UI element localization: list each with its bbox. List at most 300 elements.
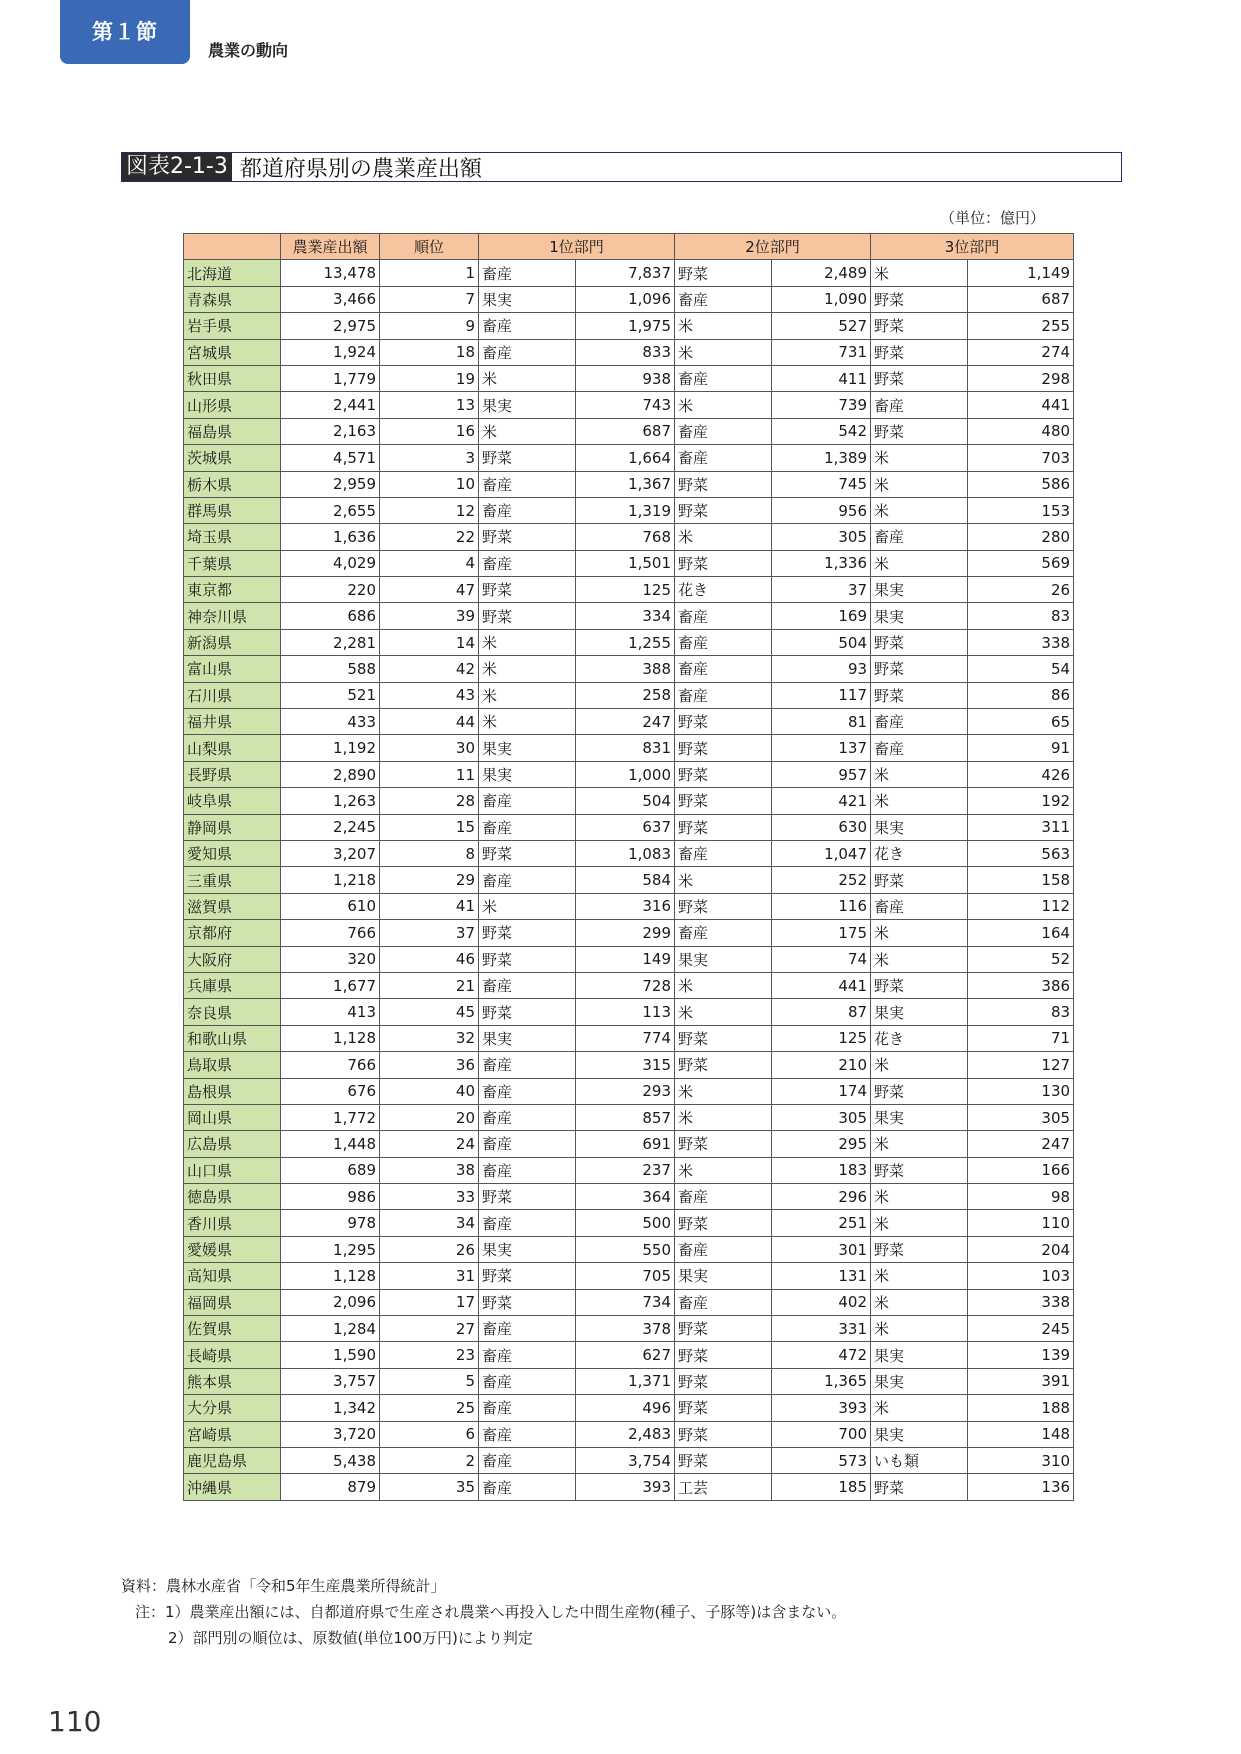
table-cell: 364: [576, 1184, 675, 1210]
table-cell: 畜産: [479, 1078, 576, 1104]
table-cell: 19: [380, 365, 479, 391]
table-cell: 野菜: [871, 1078, 968, 1104]
table-cell: 1,192: [281, 735, 380, 761]
table-cell: 2,163: [281, 418, 380, 444]
table-cell: 野菜: [479, 946, 576, 972]
table-row: [184, 814, 1074, 840]
table-cell: 251: [772, 1210, 871, 1236]
table-cell: 野菜: [479, 524, 576, 550]
table-cell: 野菜: [871, 286, 968, 312]
table-cell: 391: [968, 1368, 1074, 1394]
table-cell: 2,959: [281, 471, 380, 497]
table-row: [184, 365, 1074, 391]
table-cell: 野菜: [871, 972, 968, 998]
table-cell: 米: [871, 1289, 968, 1315]
table-cell: 42: [380, 656, 479, 682]
table-row: [184, 1104, 1074, 1130]
prefecture-cell: 秋田県: [184, 365, 281, 391]
table-cell: 野菜: [675, 814, 772, 840]
table-cell: 627: [576, 1342, 675, 1368]
prefecture-cell: 奈良県: [184, 999, 281, 1025]
table-cell: 37: [380, 920, 479, 946]
unit-label: （単位：億円）: [940, 209, 1046, 227]
table-cell: 33: [380, 1184, 479, 1210]
table-cell: 40: [380, 1078, 479, 1104]
table-cell: 1,677: [281, 972, 380, 998]
table-cell: 畜産: [479, 1131, 576, 1157]
prefecture-cell: 山梨県: [184, 735, 281, 761]
table-cell: 1,128: [281, 1025, 380, 1051]
table-cell: 野菜: [871, 1236, 968, 1262]
table-cell: 185: [772, 1474, 871, 1500]
table-cell: 857: [576, 1104, 675, 1130]
figure-title-box: [121, 152, 1122, 182]
table-cell: 411: [772, 365, 871, 391]
table-cell: 34: [380, 1210, 479, 1236]
table-cell: 畜産: [675, 1289, 772, 1315]
table-cell: 野菜: [871, 629, 968, 655]
table-cell: 1,924: [281, 339, 380, 365]
table-cell: 98: [968, 1184, 1074, 1210]
prefecture-cell: 愛知県: [184, 840, 281, 866]
table-cell: 22: [380, 524, 479, 550]
table-row: [184, 418, 1074, 444]
prefecture-cell: 宮崎県: [184, 1421, 281, 1447]
table-cell: 83: [968, 603, 1074, 629]
table-cell: 畜産: [871, 893, 968, 919]
table-cell: 938: [576, 365, 675, 391]
prefecture-cell: 大分県: [184, 1395, 281, 1421]
table-cell: 野菜: [871, 418, 968, 444]
table-cell: 192: [968, 788, 1074, 814]
table-cell: 2,890: [281, 761, 380, 787]
table-cell: 1,448: [281, 1131, 380, 1157]
table-cell: 8: [380, 840, 479, 866]
notes: [121, 1573, 846, 1651]
prefecture-cell: 高知県: [184, 1263, 281, 1289]
table-cell: 86: [968, 682, 1074, 708]
table-cell: 果実: [871, 814, 968, 840]
prefecture-cell: 三重県: [184, 867, 281, 893]
table-cell: 畜産: [479, 1421, 576, 1447]
table-cell: 116: [772, 893, 871, 919]
prefecture-cell: 徳島県: [184, 1184, 281, 1210]
table-cell: 野菜: [871, 313, 968, 339]
table-cell: 野菜: [675, 1368, 772, 1394]
table-cell: 7,837: [576, 260, 675, 286]
table-row: [184, 286, 1074, 312]
agri-output-table: [183, 233, 1074, 1501]
table-cell: 21: [380, 972, 479, 998]
table-cell: 2,655: [281, 497, 380, 523]
table-cell: 畜産: [675, 365, 772, 391]
table-cell: 2,441: [281, 392, 380, 418]
table-cell: 野菜: [675, 1447, 772, 1473]
table-row: [184, 735, 1074, 761]
table-cell: 果実: [675, 1263, 772, 1289]
table-cell: 野菜: [675, 1131, 772, 1157]
table-cell: 10: [380, 471, 479, 497]
prefecture-cell: 栃木県: [184, 471, 281, 497]
table-cell: 畜産: [479, 260, 576, 286]
table-row: [184, 999, 1074, 1025]
prefecture-cell: 鳥取県: [184, 1052, 281, 1078]
table-cell: 畜産: [479, 1395, 576, 1421]
table-cell: 1,371: [576, 1368, 675, 1394]
table-cell: 39: [380, 603, 479, 629]
table-cell: 野菜: [675, 497, 772, 523]
header-cell: 3位部門: [871, 234, 1074, 260]
table-cell: 30: [380, 735, 479, 761]
table-cell: 果実: [871, 603, 968, 629]
table-row: [184, 893, 1074, 919]
table-cell: 402: [772, 1289, 871, 1315]
table-row: [184, 1474, 1074, 1500]
prefecture-cell: 新潟県: [184, 629, 281, 655]
table-row: [184, 471, 1074, 497]
table-cell: 3,720: [281, 1421, 380, 1447]
table-cell: 畜産: [479, 1447, 576, 1473]
prefecture-cell: 香川県: [184, 1210, 281, 1236]
table-cell: 93: [772, 656, 871, 682]
table-cell: 米: [675, 339, 772, 365]
table-cell: 739: [772, 392, 871, 418]
table-cell: 500: [576, 1210, 675, 1236]
table-cell: 畜産: [479, 972, 576, 998]
table-row: [184, 524, 1074, 550]
table-cell: 298: [968, 365, 1074, 391]
figure-title: 都道府県別の農業産出額: [239, 156, 482, 182]
table-cell: 米: [871, 920, 968, 946]
table-cell: いも類: [871, 1447, 968, 1473]
table-cell: 1,590: [281, 1342, 380, 1368]
table-cell: 米: [479, 629, 576, 655]
table-cell: 工芸: [675, 1474, 772, 1500]
table-cell: 421: [772, 788, 871, 814]
table-cell: 1,284: [281, 1316, 380, 1342]
table-cell: 29: [380, 867, 479, 893]
header-cell: [184, 234, 281, 260]
table-cell: 米: [871, 946, 968, 972]
table-cell: 36: [380, 1052, 479, 1078]
table-cell: 4,029: [281, 550, 380, 576]
table-row: [184, 1395, 1074, 1421]
table-cell: 689: [281, 1157, 380, 1183]
table-cell: 338: [968, 1289, 1074, 1315]
prefecture-cell: 石川県: [184, 682, 281, 708]
table-cell: 43: [380, 682, 479, 708]
page-number: 110: [48, 1705, 102, 1738]
table-cell: 24: [380, 1131, 479, 1157]
prefecture-cell: 青森県: [184, 286, 281, 312]
table-row: [184, 1078, 1074, 1104]
prefecture-cell: 茨城県: [184, 445, 281, 471]
table-cell: 311: [968, 814, 1074, 840]
table-cell: 630: [772, 814, 871, 840]
table-cell: 野菜: [675, 471, 772, 497]
table-cell: 2,281: [281, 629, 380, 655]
table-cell: 378: [576, 1316, 675, 1342]
table-cell: 569: [968, 550, 1074, 576]
table-cell: 野菜: [675, 1210, 772, 1236]
table-cell: 米: [479, 682, 576, 708]
table-cell: 米: [871, 1052, 968, 1078]
table-cell: 956: [772, 497, 871, 523]
table-cell: 637: [576, 814, 675, 840]
table-cell: 252: [772, 867, 871, 893]
table-cell: 433: [281, 709, 380, 735]
table-cell: 504: [576, 788, 675, 814]
table-cell: 野菜: [675, 735, 772, 761]
prefecture-cell: 愛媛県: [184, 1236, 281, 1262]
table-row: [184, 1316, 1074, 1342]
table-cell: 畜産: [479, 1157, 576, 1183]
prefecture-cell: 兵庫県: [184, 972, 281, 998]
table-cell: 766: [281, 920, 380, 946]
table-row: [184, 946, 1074, 972]
table-cell: 米: [871, 788, 968, 814]
section-tab: 第１節: [60, 0, 190, 64]
table-row: [184, 1447, 1074, 1473]
table-cell: 13: [380, 392, 479, 418]
table-cell: 112: [968, 893, 1074, 919]
table-cell: 588: [281, 656, 380, 682]
table-cell: 986: [281, 1184, 380, 1210]
table-row: [184, 840, 1074, 866]
table-cell: 334: [576, 603, 675, 629]
table-cell: 320: [281, 946, 380, 972]
table-cell: 1,779: [281, 365, 380, 391]
table-cell: 388: [576, 656, 675, 682]
table-cell: 野菜: [871, 1474, 968, 1500]
table-cell: 130: [968, 1078, 1074, 1104]
table-cell: 687: [576, 418, 675, 444]
table-cell: 野菜: [675, 550, 772, 576]
table-row: [184, 656, 1074, 682]
table-cell: 3,757: [281, 1368, 380, 1394]
table-cell: 45: [380, 999, 479, 1025]
table-cell: 米: [871, 1263, 968, 1289]
table-cell: 花き: [675, 577, 772, 603]
table-cell: 野菜: [871, 682, 968, 708]
table-cell: 705: [576, 1263, 675, 1289]
table-cell: 野菜: [675, 761, 772, 787]
table-row: [184, 920, 1074, 946]
table-cell: 573: [772, 1447, 871, 1473]
table-row: [184, 709, 1074, 735]
table-cell: 9: [380, 313, 479, 339]
table-cell: 18: [380, 339, 479, 365]
table-cell: 2,096: [281, 1289, 380, 1315]
table-cell: 110: [968, 1210, 1074, 1236]
table-cell: 米: [675, 524, 772, 550]
table-cell: 131: [772, 1263, 871, 1289]
table-cell: 14: [380, 629, 479, 655]
table-cell: 47: [380, 577, 479, 603]
table-cell: 1,096: [576, 286, 675, 312]
table-cell: 畜産: [871, 709, 968, 735]
table-cell: 676: [281, 1078, 380, 1104]
table-cell: 果実: [479, 1025, 576, 1051]
table-cell: 7: [380, 286, 479, 312]
table-cell: 15: [380, 814, 479, 840]
table-row: [184, 550, 1074, 576]
table-cell: 米: [675, 1104, 772, 1130]
table-cell: 32: [380, 1025, 479, 1051]
table-cell: 31: [380, 1263, 479, 1289]
table-cell: 米: [675, 1078, 772, 1104]
table-cell: 畜産: [479, 1104, 576, 1130]
prefecture-cell: 鹿児島県: [184, 1447, 281, 1473]
prefecture-cell: 滋賀県: [184, 893, 281, 919]
table-cell: 畜産: [479, 497, 576, 523]
header-cell: 農業産出額: [281, 234, 380, 260]
table-cell: 426: [968, 761, 1074, 787]
table-row: [184, 867, 1074, 893]
table-cell: 731: [772, 339, 871, 365]
table-cell: 野菜: [479, 840, 576, 866]
table-cell: 91: [968, 735, 1074, 761]
prefecture-cell: 群馬県: [184, 497, 281, 523]
table-row: [184, 1157, 1074, 1183]
table-cell: 野菜: [479, 445, 576, 471]
prefecture-cell: 宮城県: [184, 339, 281, 365]
table-cell: 果実: [479, 761, 576, 787]
prefecture-cell: 島根県: [184, 1078, 281, 1104]
table-cell: 野菜: [871, 867, 968, 893]
table-cell: 1,090: [772, 286, 871, 312]
table-cell: 703: [968, 445, 1074, 471]
table-cell: 畜産: [479, 471, 576, 497]
prefecture-cell: 山形県: [184, 392, 281, 418]
table-cell: 2: [380, 1447, 479, 1473]
table-cell: 310: [968, 1447, 1074, 1473]
table-cell: 299: [576, 920, 675, 946]
table-cell: 畜産: [675, 682, 772, 708]
table-cell: 41: [380, 893, 479, 919]
table-cell: 5: [380, 1368, 479, 1394]
table-cell: 畜産: [479, 550, 576, 576]
table-cell: 164: [968, 920, 1074, 946]
table-cell: 542: [772, 418, 871, 444]
table-row: [184, 603, 1074, 629]
prefecture-cell: 大阪府: [184, 946, 281, 972]
table-cell: 480: [968, 418, 1074, 444]
table-cell: 畜産: [675, 1184, 772, 1210]
table-row: [184, 1421, 1074, 1447]
table-cell: 245: [968, 1316, 1074, 1342]
table-cell: 188: [968, 1395, 1074, 1421]
table-cell: 13,478: [281, 260, 380, 286]
table-row: [184, 260, 1074, 286]
table-header-row: [184, 234, 1074, 260]
table-cell: 255: [968, 313, 1074, 339]
table-cell: 畜産: [479, 814, 576, 840]
table-cell: 296: [772, 1184, 871, 1210]
table-cell: 103: [968, 1263, 1074, 1289]
prefecture-cell: 和歌山県: [184, 1025, 281, 1051]
table-cell: 2,489: [772, 260, 871, 286]
table-cell: 1,975: [576, 313, 675, 339]
table-cell: 247: [968, 1131, 1074, 1157]
table-cell: 畜産: [479, 1210, 576, 1236]
table-cell: 畜産: [871, 735, 968, 761]
table-cell: 728: [576, 972, 675, 998]
prefecture-cell: 福島県: [184, 418, 281, 444]
prefecture-cell: 山口県: [184, 1157, 281, 1183]
table-cell: 54: [968, 656, 1074, 682]
table-cell: 496: [576, 1395, 675, 1421]
table-cell: 野菜: [675, 1025, 772, 1051]
table-cell: 258: [576, 682, 675, 708]
table-cell: 果実: [479, 1236, 576, 1262]
table-cell: 畜産: [675, 286, 772, 312]
note-1: 注：1）農業産出額には、自都道府県で生産され農業へ再投入した中間生産物(種子、子豚等)は含まない。: [135, 1603, 847, 1621]
table-cell: 野菜: [675, 1052, 772, 1078]
table-cell: 米: [871, 471, 968, 497]
table-cell: 米: [479, 365, 576, 391]
prefecture-cell: 神奈川県: [184, 603, 281, 629]
table-cell: 441: [772, 972, 871, 998]
table-cell: 183: [772, 1157, 871, 1183]
table-cell: 米: [871, 761, 968, 787]
table-row: [184, 761, 1074, 787]
table-cell: 745: [772, 471, 871, 497]
table-cell: 1,319: [576, 497, 675, 523]
table-cell: 米: [871, 260, 968, 286]
table-cell: 169: [772, 603, 871, 629]
table-cell: 74: [772, 946, 871, 972]
table-row: [184, 392, 1074, 418]
table-cell: 畜産: [479, 1474, 576, 1500]
table-row: [184, 1052, 1074, 1078]
table-cell: 768: [576, 524, 675, 550]
table-cell: 586: [968, 471, 1074, 497]
table-row: [184, 577, 1074, 603]
table-cell: 果実: [871, 1342, 968, 1368]
table-cell: 畜産: [675, 920, 772, 946]
table-cell: 1,218: [281, 867, 380, 893]
table-cell: 畜産: [479, 1342, 576, 1368]
table-cell: 米: [675, 392, 772, 418]
table-cell: 畜産: [479, 788, 576, 814]
table-cell: 野菜: [479, 577, 576, 603]
table-row: [184, 497, 1074, 523]
table-row: [184, 1263, 1074, 1289]
table-cell: 野菜: [675, 1395, 772, 1421]
table-cell: 畜産: [479, 1316, 576, 1342]
table-cell: 野菜: [675, 1342, 772, 1368]
prefecture-cell: 京都府: [184, 920, 281, 946]
table-cell: 花き: [871, 840, 968, 866]
table-cell: 766: [281, 1052, 380, 1078]
table-cell: 113: [576, 999, 675, 1025]
table-cell: 野菜: [871, 656, 968, 682]
table-cell: 米: [675, 1157, 772, 1183]
table-cell: 3: [380, 445, 479, 471]
table-row: [184, 1210, 1074, 1236]
table-row: [184, 1184, 1074, 1210]
prefecture-cell: 沖縄県: [184, 1474, 281, 1500]
table-cell: 148: [968, 1421, 1074, 1447]
table-cell: 441: [968, 392, 1074, 418]
table-cell: 295: [772, 1131, 871, 1157]
table-cell: 563: [968, 840, 1074, 866]
table-row: [184, 1131, 1074, 1157]
table-row: [184, 629, 1074, 655]
table-cell: 米: [871, 1395, 968, 1421]
table-cell: 204: [968, 1236, 1074, 1262]
